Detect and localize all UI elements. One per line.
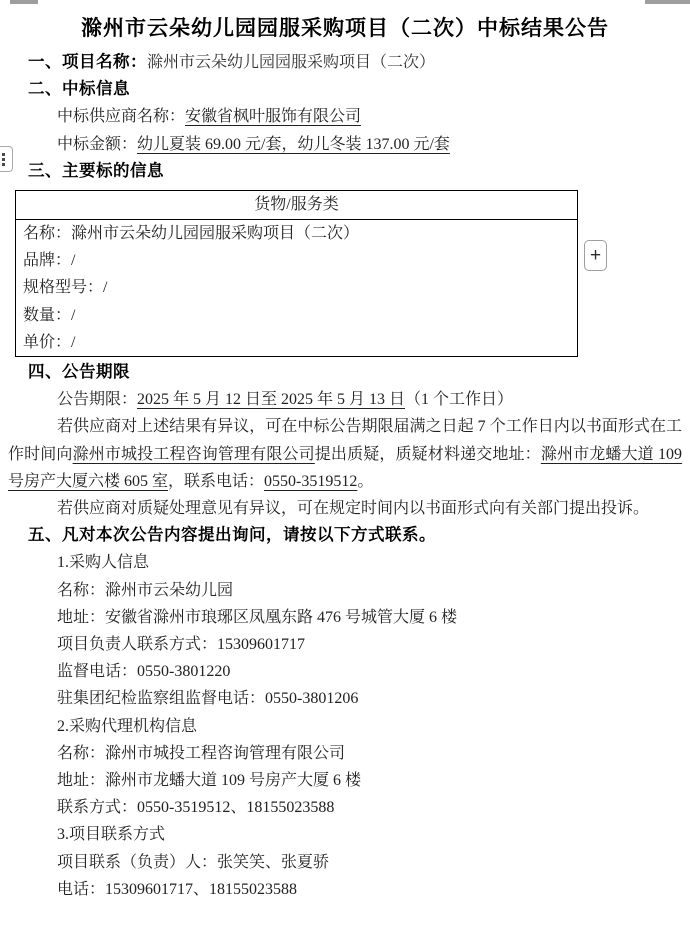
announcement-period-line (57, 386, 690, 413)
section3-heading-line (28, 158, 690, 185)
table-row (16, 302, 578, 329)
drag-dots-icon (2, 158, 5, 161)
table-header-row (16, 191, 578, 220)
contact-line-project-header: 3.项目联系方式 (57, 826, 166, 844)
page-title: 滁州市云朵幼儿园园服采购项目（二次）中标结果公告 (81, 16, 609, 40)
section1-line (28, 49, 690, 76)
section4-heading: 四、公告期限 (28, 363, 130, 382)
contact-line-project-phone: 电话：15309601717、18155023588 (57, 880, 298, 898)
contact-line-supervise-phone: 监督电话：0550-3801220 (57, 663, 231, 681)
contact-line-buyer-address: 地址：安徽省滁州市琅琊区凤凰东路 476 号城管大厦 6 楼 (57, 608, 458, 626)
section5-heading: 五、凡对本次公告内容提出询问，请按以下方式联系。 (28, 526, 436, 545)
supplier-name-value: 安徽省枫叶服饰有限公司 (185, 108, 362, 126)
objection-address: 滁州市龙蟠大道 109 号房产大厦六楼 605 室 (8, 445, 682, 490)
table-cell-name: 名称：滁州市云朵幼儿园园服采购项目（二次） (23, 225, 360, 243)
contact-line-buyer-phone: 项目负责人联系方式：15309601717 (57, 636, 306, 654)
amount-value: 幼儿夏装 69.00 元/套，幼儿冬装 137.00 元/套 (137, 135, 450, 153)
table-row (16, 220, 578, 248)
contact-line-buyer-name: 名称：滁州市云朵幼儿园 (57, 581, 234, 599)
contact-line-agency-address: 地址：滁州市龙蟠大道 109 号房产大厦 6 楼 (57, 772, 362, 790)
top-edge-mark-right (645, 0, 690, 4)
drag-dots-icon (2, 163, 5, 166)
table-row (16, 274, 578, 301)
contact-line-agency-name: 名称：滁州市城投工程咨询管理有限公司 (57, 744, 346, 762)
contact-line-agency-phone: 联系方式：0550-3519512、18155023588 (57, 799, 335, 817)
table-insert-plus-button[interactable]: + (584, 240, 607, 271)
objection-text-3: ，联系电话： (168, 472, 265, 490)
goods-info-table (15, 190, 578, 357)
paragraph-drag-handle[interactable] (0, 146, 13, 172)
contact-line-project-person: 项目联系（负责）人：张笑笑、张夏骄 (57, 853, 330, 871)
contact-line-discipline-phone: 驻集团纪检监察组监督电话：0550-3801206 (57, 690, 359, 708)
section3-heading: 三、主要标的信息 (28, 161, 164, 180)
top-edge-mark-left (10, 0, 38, 4)
table-row (16, 247, 578, 274)
section5-heading-line (28, 522, 690, 549)
complaint-paragraph: 若供应商对质疑处理意见有异议，可在规定时间内以书面形式向有关部门提出投诉。 (57, 500, 650, 518)
table-cell-quantity: 数量：/ (23, 306, 76, 324)
section4-heading-line (28, 359, 690, 386)
contact-line-agency-header: 2.采购代理机构信息 (57, 717, 198, 735)
objection-agency-name: 滁州市城投工程咨询管理有限公司 (72, 445, 315, 463)
project-name-value: 滁州市云朵幼儿园园服采购项目（二次） (147, 54, 436, 71)
amount-label: 中标金额： (57, 135, 138, 153)
table-cell-brand: 品牌：/ (23, 252, 76, 270)
table-header-cell: 货物/服务类 (16, 191, 578, 220)
drag-dots-icon (2, 153, 5, 156)
table-row (16, 329, 578, 357)
period-dates-value: 2025 年 5 月 12 日至 2025 年 5 月 13 日 (137, 391, 406, 409)
section1-label: 一、项目名称： (28, 53, 147, 71)
table-cell-unit-price: 单价：/ (23, 333, 76, 351)
amount-line (57, 131, 690, 158)
objection-paragraph (8, 413, 682, 495)
contact-line-buyer-header: 1.采购人信息 (57, 554, 150, 572)
objection-text-2: 提出质疑，质疑材料递交地址： (314, 445, 541, 463)
supplier-line (57, 103, 690, 130)
section2-heading: 二、中标信息 (28, 80, 130, 99)
section2-heading-line (28, 76, 690, 103)
objection-phone: 0550-3519512 (264, 472, 358, 490)
period-label: 公告期限： (57, 391, 138, 409)
objection-text-4: 。 (357, 472, 374, 490)
supplier-label: 中标供应商名称： (57, 108, 186, 126)
table-cell-spec: 规格型号：/ (23, 279, 108, 297)
period-note: （1 个工作日） (405, 391, 514, 409)
objection-text-1: 若供应商对上述结果有异议，可在中标公告期限届满之日起 7 个工作日内以书面形式在工作时间向 (8, 418, 682, 463)
